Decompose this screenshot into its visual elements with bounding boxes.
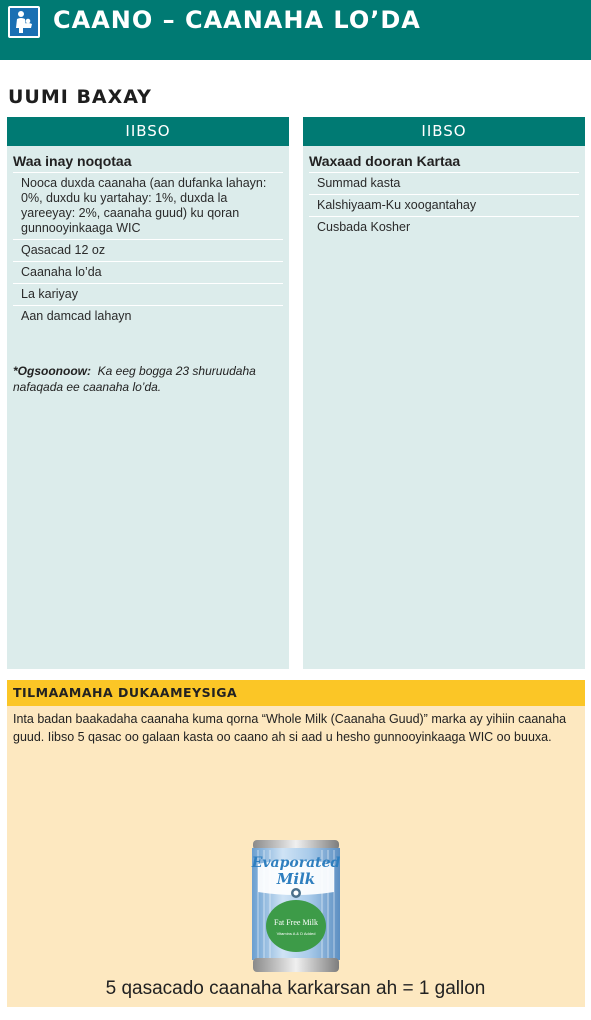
tips-heading: TILMAAMAHA DUKAAMEYSIGA bbox=[7, 680, 585, 706]
can-small-text: Vitamins A & D Added bbox=[276, 931, 316, 936]
can-label-line2: Milk bbox=[276, 870, 316, 888]
product-caption: 5 qasacado caanaha karkarsan ah = 1 gallon bbox=[105, 978, 486, 999]
can-badge-text: Fat Free Milk bbox=[274, 918, 318, 927]
buy-requirements-panel bbox=[7, 117, 289, 669]
list-item: La kariyay bbox=[13, 283, 283, 305]
list-item: Summad kasta bbox=[309, 172, 579, 194]
requirements-list bbox=[7, 172, 289, 327]
list-item: Nooca duxda caanaha (aan dufanka lahayn: 0%, duxdu ku yartahay: 1%, duxda la yareeyay: 2%, caanaha guud) ku qoran gunnooyinkaaga WIC bbox=[13, 172, 283, 239]
note-label: *Ogsoonoow: bbox=[13, 364, 91, 378]
page-header bbox=[0, 0, 591, 60]
note-text: Ka eeg bogga 23 shuruudaha nafaqada ee caanaha lo’da. bbox=[13, 364, 256, 394]
section-title: UUMI BAXAY bbox=[8, 86, 152, 108]
list-item: Cusbada Kosher bbox=[309, 216, 579, 238]
list-item: Kalshiyaam-Ku xoogantahay bbox=[309, 194, 579, 216]
note bbox=[13, 363, 283, 395]
list-item: Caanaha lo’da bbox=[13, 261, 283, 283]
right-column-heading: IIBSO bbox=[303, 117, 585, 146]
mother-child-icon bbox=[8, 6, 40, 38]
list-item: Aan damcad lahayn bbox=[13, 305, 283, 327]
evaporated-milk-can-image bbox=[250, 834, 342, 976]
options-panel bbox=[303, 117, 585, 669]
left-column-heading: IIBSO bbox=[7, 117, 289, 146]
list-item: Qasacad 12 oz bbox=[13, 239, 283, 261]
tips-text: Inta badan baakadaha caanaha kuma qorna “Whole Milk (Caanaha Guud)” marka ay yihiin caanaha guud. Iibso 5 qasac oo galaan kasta oo caano ah si aad u hesho gunnooyinkaaga WIC oo buuxa. bbox=[13, 712, 567, 744]
can-label-line1: Evaporated bbox=[251, 855, 341, 871]
page-title: CAANO – CAANAHA LO’DA bbox=[53, 6, 421, 34]
right-column-subheading: Waxaad dooran Kartaa bbox=[309, 153, 461, 169]
options-list bbox=[303, 172, 585, 238]
left-column-subheading: Waa inay noqotaa bbox=[13, 153, 132, 169]
